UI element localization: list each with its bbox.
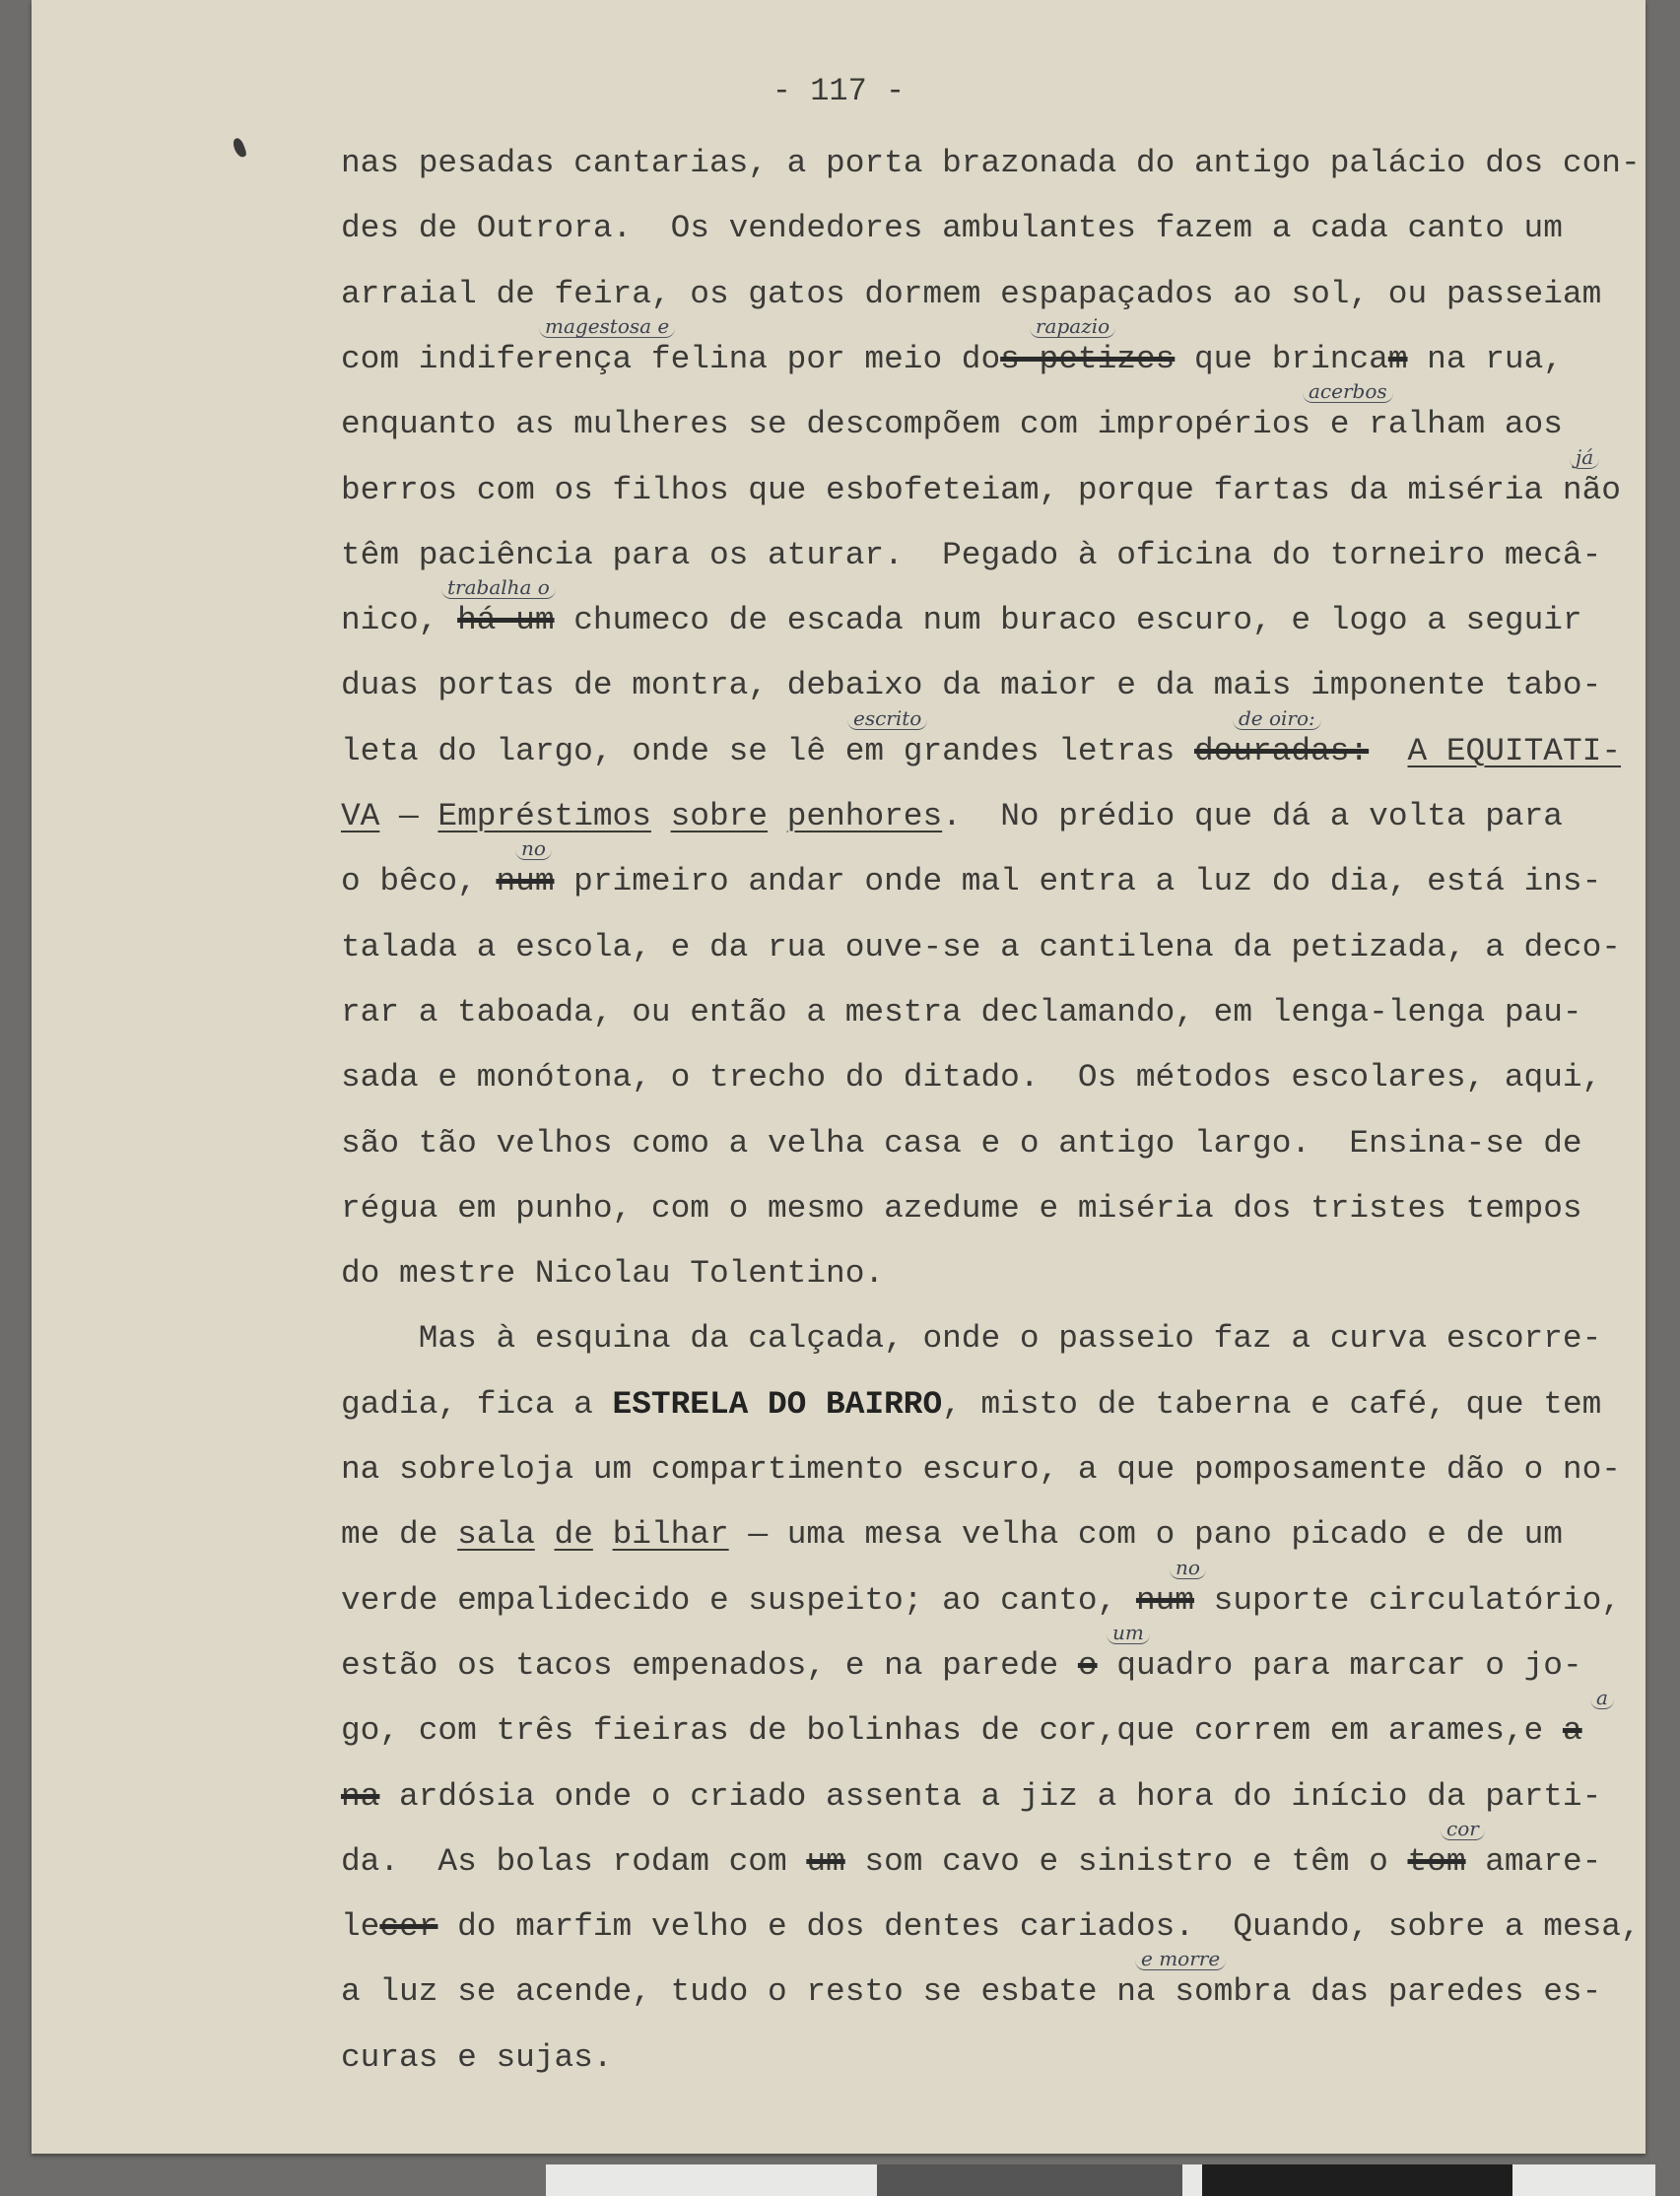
text-line <box>341 1319 1601 1359</box>
text-segment: duas portas de montra, debaixo da maior e da mais imponente tabo- <box>341 667 1602 704</box>
struck-text: cer <box>379 1908 438 1946</box>
text-segment: verde empalidecido e suspeito; ao canto, <box>341 1581 1136 1619</box>
underlined-text: Empréstimos <box>437 798 651 834</box>
struck-text: m <box>1387 340 1408 377</box>
text-line <box>341 1581 1621 1621</box>
text-segment: na sobreloja um compartimento escuro, a que pomposamente dão o no- <box>341 1451 1621 1488</box>
handwritten-annotation: no <box>1170 1557 1206 1579</box>
text-segment: do mestre Nicolau Tolentino. <box>341 1255 885 1293</box>
handwritten-annotation: já <box>1570 446 1599 469</box>
color-patch-black <box>1202 2164 1512 2196</box>
handwritten-annotation: trabalha o <box>441 576 556 599</box>
text-line <box>341 1711 1582 1751</box>
text-line <box>341 1646 1582 1686</box>
text-segment: o bêco, <box>341 863 497 900</box>
text-line <box>341 1254 884 1294</box>
text-segment: nico, <box>341 602 458 639</box>
text-segment: . No prédio que dá a volta para <box>942 798 1563 834</box>
text-segment: — uma mesa velha com o pano picado e de um <box>728 1516 1563 1554</box>
text-segment: sada e monótona, o trecho do ditado. Os métodos escolares, aqui, <box>341 1059 1602 1097</box>
handwritten-annotation: e morre <box>1135 1948 1226 1970</box>
text-line <box>341 536 1601 575</box>
text-segment <box>768 798 787 834</box>
text-segment: talada a escola, e da rua ouve-se a cantilena da petizada, a deco- <box>341 928 1621 965</box>
text-line <box>341 1058 1601 1098</box>
text-segment: régua em punho, com o mesmo azedume e miséria dos tristes tempos <box>341 1189 1582 1227</box>
text-segment: têm paciência para os aturar. Pegado à oficina do torneiro mecâ- <box>341 536 1602 573</box>
text-segment: me de <box>341 1516 458 1554</box>
text-segment: do marfim velho e dos dentes cariados. Quando, sobre a mesa, <box>437 1908 1641 1946</box>
text-segment: curas e sujas. <box>341 2038 613 2076</box>
underlined-text: de <box>554 1516 593 1554</box>
text-segment: quadro para marcar o jo- <box>1097 1646 1582 1684</box>
text-line <box>341 340 1563 379</box>
text-segment: go, com três fieiras de bolinhas de cor,que correm em arames,e <box>341 1712 1563 1750</box>
text-line <box>341 1972 1601 2012</box>
text-segment: le <box>341 1908 380 1946</box>
struck-text: um <box>806 1842 845 1880</box>
text-segment: ardósia onde o criado assenta a jiz a hora do início da parti- <box>379 1777 1602 1815</box>
scale-ruler-white <box>546 2164 877 2196</box>
text-segment: nas pesadas cantarias, a porta brazonada do antigo palácio dos con- <box>341 145 1641 181</box>
text-line <box>341 1907 1641 1947</box>
text-segment <box>535 1516 555 1553</box>
underlined-text: penhores <box>786 798 943 834</box>
text-segment: gadia, fica a <box>341 1385 613 1423</box>
text-segment: primeiro andar onde mal entra a luz do dia, está ins- <box>554 863 1602 900</box>
text-segment: chumeco de escada num buraco escuro, e logo a seguir <box>554 602 1582 639</box>
struck-text: num <box>1135 1581 1194 1619</box>
text-line <box>341 471 1621 510</box>
text-line <box>341 209 1563 248</box>
text-line <box>341 1124 1582 1164</box>
text-segment: a luz se acende, tudo o resto se esbate na sombra das paredes es- <box>341 1973 1602 2011</box>
text-line <box>341 1189 1582 1229</box>
color-patch-grey <box>877 2164 1182 2196</box>
text-line <box>341 1515 1563 1555</box>
struck-text: na <box>341 1777 380 1815</box>
text-segment: leta do largo, onde se lê em grandes letras <box>341 732 1194 769</box>
text-line <box>341 1385 1601 1425</box>
text-line <box>341 275 1601 314</box>
handwritten-annotation: no <box>515 837 552 860</box>
text-segment: estão os tacos empenados, e na parede <box>341 1646 1078 1684</box>
text-line <box>341 797 1563 836</box>
text-segment: amare- <box>1465 1842 1602 1880</box>
text-segment: des de Outrora. Os vendedores ambulantes fazem a cada canto um <box>341 210 1563 247</box>
handwritten-annotation: rapazio <box>1030 315 1115 338</box>
struck-text: s petizes <box>1000 340 1176 377</box>
text-segment <box>1369 733 1407 769</box>
text-segment: com indiferença felina por meio do <box>341 340 1001 377</box>
struck-text: a <box>1562 1712 1582 1750</box>
text-line <box>341 144 1641 183</box>
text-segment: da. As bolas rodam com <box>341 1842 807 1880</box>
handwritten-annotation: a <box>1590 1687 1614 1709</box>
page-number: - 117 - <box>772 73 906 109</box>
text-segment <box>651 798 671 834</box>
text-line <box>341 1842 1601 1882</box>
struck-text: o <box>1077 1646 1098 1684</box>
text-segment: suporte circulatório, <box>1193 1581 1621 1619</box>
typescript-page <box>32 0 1646 2154</box>
handwritten-annotation: cor <box>1441 1818 1485 1840</box>
text-segment: rar a taboada, ou então a mestra declamando, em lenga-lenga pau- <box>341 993 1582 1031</box>
text-segment: som cavo e sinistro e têm o <box>844 1842 1408 1880</box>
text-line <box>341 928 1621 967</box>
bold-text: ESTRELA DO BAIRRO <box>612 1385 943 1423</box>
underlined-text: sala <box>457 1516 535 1554</box>
handwritten-annotation: um <box>1107 1622 1150 1644</box>
struck-text: num <box>496 863 555 900</box>
text-line <box>341 862 1601 901</box>
handwritten-annotation: magestosa e <box>539 315 675 338</box>
handwritten-annotation: de oiro: <box>1233 707 1321 730</box>
text-segment: são tão velhos como a velha casa e o antigo largo. Ensina-se de <box>341 1124 1582 1162</box>
underlined-text: bilhar <box>612 1516 729 1554</box>
text-line <box>341 405 1563 444</box>
text-line <box>341 666 1601 705</box>
text-segment <box>593 1516 613 1553</box>
ink-mark <box>232 137 247 159</box>
text-line <box>341 601 1582 640</box>
text-segment: que brinca <box>1175 340 1388 377</box>
text-line <box>341 2038 613 2078</box>
text-line <box>341 1450 1621 1490</box>
text-line <box>341 993 1582 1032</box>
text-line <box>341 732 1621 771</box>
underlined-text: A EQUITATI- <box>1407 732 1621 769</box>
text-segment: Mas à esquina da calçada, onde o passeio faz a curva escorre- <box>341 1320 1602 1358</box>
underlined-text: sobre <box>670 798 769 834</box>
text-segment: arraial de feira, os gatos dormem espapaçados ao sol, ou passeiam <box>341 275 1602 312</box>
text-segment: berros com os filhos que esbofeteiam, porque fartas da miséria não <box>341 471 1621 508</box>
handwritten-annotation: escrito <box>847 707 927 730</box>
text-segment: na rua, <box>1407 340 1563 377</box>
underlined-text: VA <box>341 798 380 834</box>
struck-text: tom <box>1407 1842 1466 1880</box>
struck-text: douradas: <box>1193 732 1370 769</box>
handwritten-annotation: acerbos <box>1303 380 1393 403</box>
text-segment: enquanto as mulheres se descompõem com impropérios e ralham aos <box>341 406 1563 443</box>
text-segment: — <box>379 798 438 834</box>
text-line <box>341 1777 1601 1817</box>
scale-ruler-white-end <box>1512 2164 1655 2196</box>
struck-text: há um <box>457 602 555 639</box>
color-patch-white <box>1182 2164 1202 2196</box>
text-segment: , misto de taberna e café, que tem <box>942 1385 1602 1423</box>
